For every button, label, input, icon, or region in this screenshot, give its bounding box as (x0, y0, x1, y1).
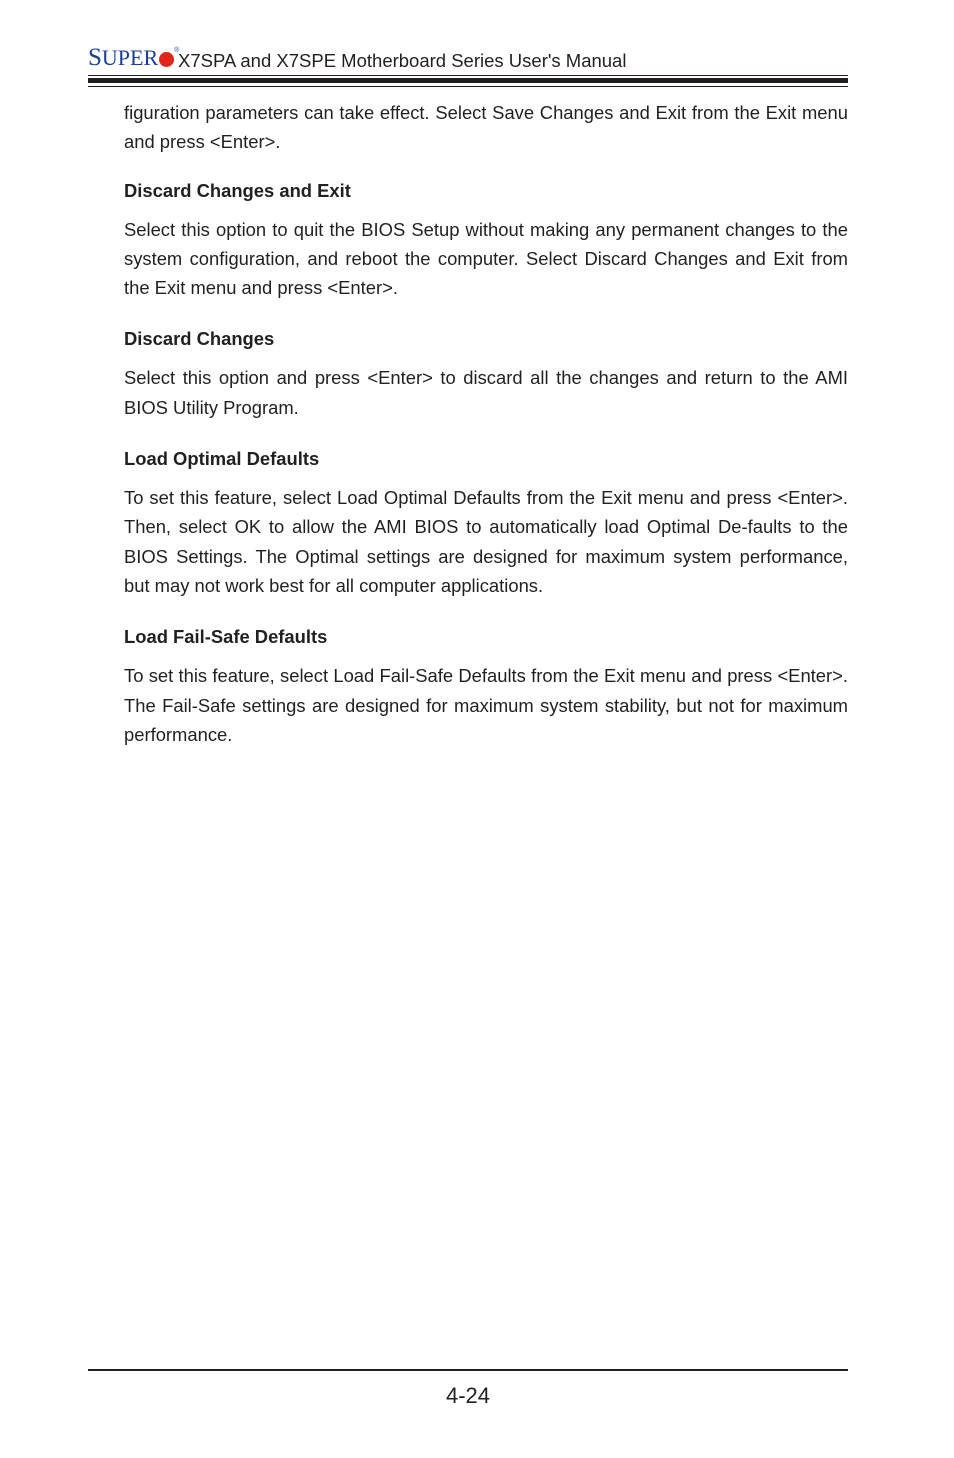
header-rule-thin-under (88, 86, 848, 87)
section-text-load-fail-safe-defaults: To set this feature, select Load Fail-Safe Defaults from the Exit menu and press <Enter>. The Fail-Safe settings are designed for maximum system stability, but not for maximum performance. (124, 665, 848, 745)
logo-wordmark: SUPER (88, 44, 159, 71)
header-rule-thin (88, 75, 848, 76)
page-body (124, 98, 848, 749)
page-number: 4-24 (445, 1383, 491, 1408)
section-heading-load-fail-safe-defaults: Load Fail-Safe Defaults (124, 626, 328, 648)
section-heading-load-optimal-defaults: Load Optimal Defaults (124, 448, 320, 470)
footer-rule (88, 1369, 848, 1371)
logo-red-dot-icon (159, 52, 174, 67)
section-text-load-optimal-defaults: To set this feature, select Load Optimal Defaults from the Exit menu and press <Enter>. Then, select OK to allow the AMI BIOS to automatically load Optimal De-faults to the BIOS Settings. The Optimal settings are designed for maximum system performance, but may not work best for all computer applications. (124, 487, 848, 596)
section-heading-discard-changes: Discard Changes (124, 328, 275, 350)
intro-paragraph: figuration parameters can take effect. Select Save Changes and Exit from the Exit menu and press <Enter>. (124, 102, 848, 153)
section-text-discard-changes: Select this option and press <Enter> to discard all the changes and return to the AMI BIOS Utility Program. (124, 367, 848, 418)
header-rule-thick (88, 78, 848, 83)
manual-title: X7SPA and X7SPE Motherboard Series User's Manual (178, 50, 627, 71)
logo-registered-mark: ® (174, 47, 180, 54)
supermicro-logo (88, 45, 179, 71)
section-text-discard-changes-and-exit: Select this option to quit the BIOS Setup without making any permanent changes to the system configuration, and reboot the computer. Select Discard Changes and Exit from the Exit menu and press <Enter>. (124, 218, 848, 299)
section-heading-discard-changes-and-exit: Discard Changes and Exit (124, 179, 351, 201)
page-header (88, 44, 848, 76)
